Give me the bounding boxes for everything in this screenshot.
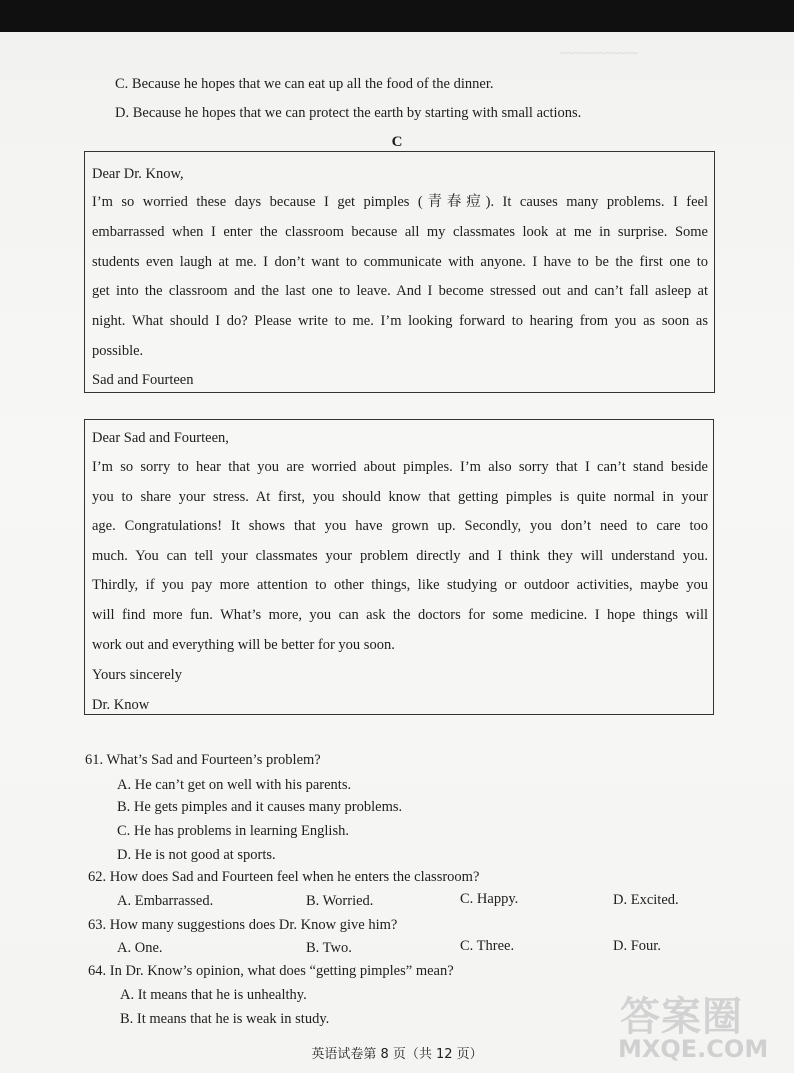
q64-option-b: B. It means that he is weak in study. <box>120 1011 330 1027</box>
q63-option-a: A. One. <box>117 940 163 956</box>
letter1-greeting: Dear Dr. Know, <box>92 166 184 182</box>
letter1-line: night. What should I do? Please write to me. I’m looking forward to hearing from you as soon as <box>92 313 708 329</box>
q63-option-c: C. Three. <box>460 938 515 954</box>
letter1-line: possible. <box>92 343 144 359</box>
q62-option-b: B. Worried. <box>306 893 374 909</box>
q63-option-d: D. Four. <box>613 938 661 954</box>
page-footer: 英语试卷第 8 页（共 12 页） <box>311 1047 483 1062</box>
question-62: 62. How does Sad and Fourteen feel when he enters the classroom? <box>88 869 480 885</box>
watermark-logo: 答案圈 <box>620 994 743 1040</box>
letter2-line: you to share your stress. At first, you should know that getting pimples is quite normal in your <box>92 489 708 505</box>
watermark-url: MXQE.COM <box>618 1035 769 1063</box>
q62-option-d: D. Excited. <box>613 892 679 908</box>
letter2-line: I’m so sorry to hear that you are worried about pimples. I’m also sorry that I can’t stand beside <box>92 459 708 475</box>
letter-box-1 <box>84 151 715 393</box>
section-label: C <box>391 134 403 150</box>
q62-option-a: A. Embarrassed. <box>117 893 214 909</box>
letter2-line: Thirdly, if you pay more attention to other things, like studying or outdoor activities, maybe you <box>92 577 708 593</box>
letter2-line: much. You can tell your classmates your problem directly and I think they will understand you. <box>92 548 708 564</box>
letter1-signature: Sad and Fourteen <box>92 372 194 388</box>
bleed-through: ~~~~~~~~~~~~ <box>560 46 638 60</box>
letter2-line: will find more fun. What’s more, you can ask the doctors for some medicine. I hope things will <box>92 607 708 623</box>
letter2-line: work out and everything will be better for you soon. <box>92 637 395 653</box>
q62-option-c: C. Happy. <box>460 891 519 907</box>
letter1-line: get into the classroom and the last one to leave. And I become stressed out and can’t fall asleep at <box>92 283 708 299</box>
letter1-line: I’m so worried these days because I get pimples (青春痘). It causes many problems. I feel <box>92 194 708 210</box>
scan-top-band <box>0 0 794 32</box>
q61-option-c: C. He has problems in learning English. <box>117 823 349 839</box>
q63-option-b: B. Two. <box>306 940 352 956</box>
letter2-greeting: Dear Sad and Fourteen, <box>92 430 229 446</box>
q61-option-a: A. He can’t get on well with his parents. <box>117 777 352 793</box>
prev-option-d: D. Because he hopes that we can protect the earth by starting with small actions. <box>115 105 582 121</box>
q61-option-b: B. He gets pimples and it causes many problems. <box>117 799 403 815</box>
letter2-closing: Yours sincerely <box>92 667 182 683</box>
q64-option-a: A. It means that he is unhealthy. <box>120 987 307 1003</box>
question-63: 63. How many suggestions does Dr. Know give him? <box>88 917 398 933</box>
letter1-line: students even laugh at me. I don’t want to communicate with anyone. I have to be the first one to <box>92 254 708 270</box>
letter2-signature: Dr. Know <box>92 697 150 713</box>
prev-option-c: C. Because he hopes that we can eat up all the food of the dinner. <box>115 76 494 92</box>
question-64: 64. In Dr. Know’s opinion, what does “getting pimples” mean? <box>88 963 454 979</box>
letter2-line: age. Congratulations! It shows that you have grown up. Secondly, you don’t need to care too <box>92 518 708 534</box>
letter1-line: embarrassed when I enter the classroom because all my classmates look at me in surprise. Some <box>92 224 708 240</box>
question-61: 61. What’s Sad and Fourteen’s problem? <box>85 752 321 768</box>
q61-option-d: D. He is not good at sports. <box>117 847 276 863</box>
